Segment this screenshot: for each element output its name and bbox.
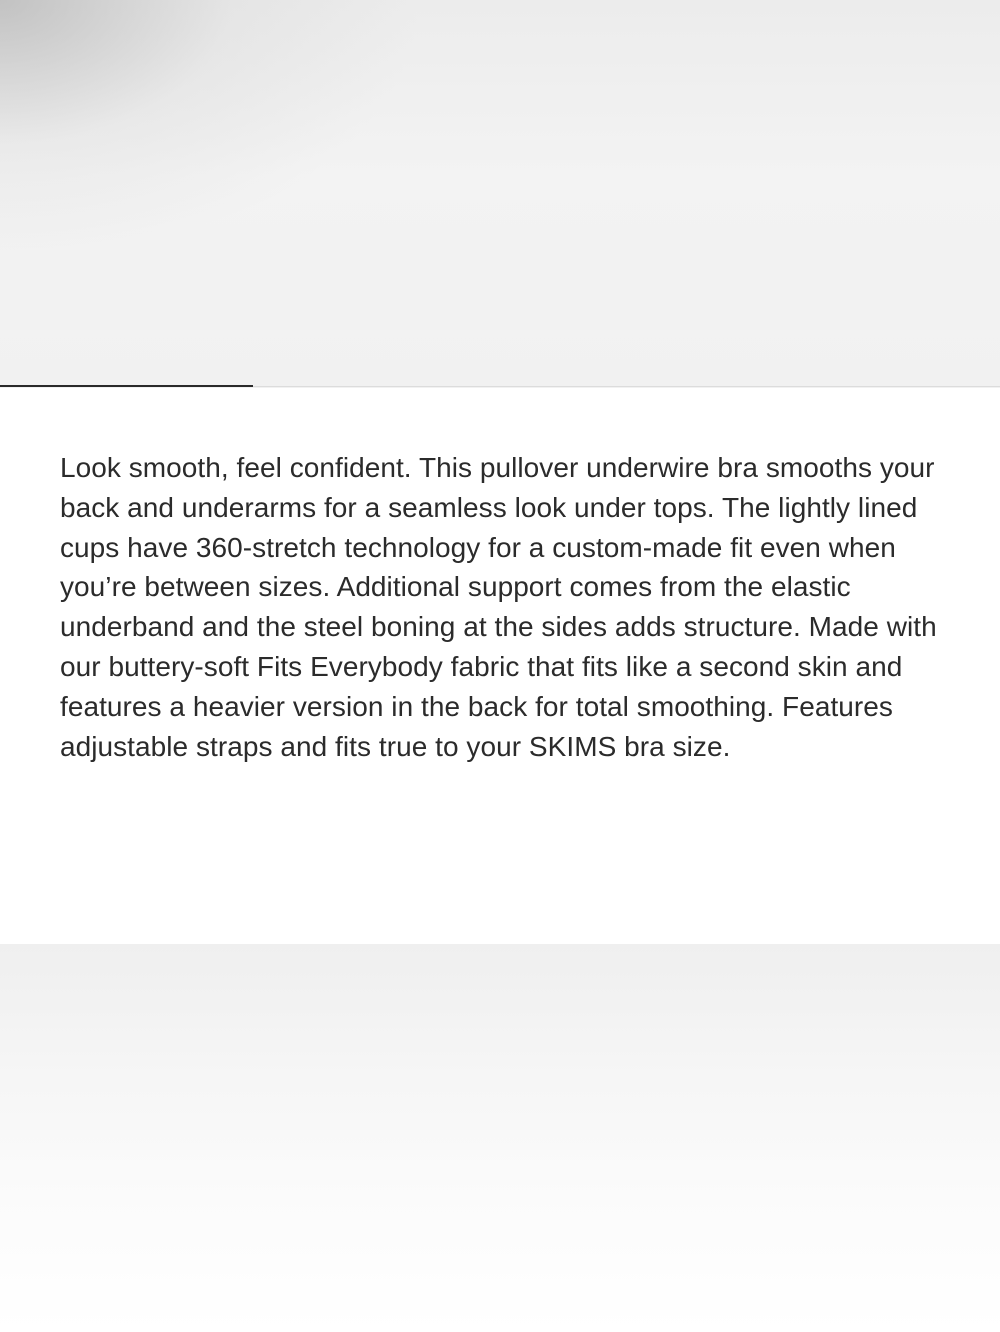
active-tab-indicator xyxy=(0,385,253,387)
bottom-fade-area xyxy=(0,944,1000,1332)
product-description: Look smooth, feel confident. This pullover underwire bra smooths your back and underarms for a seamless look under tops. The lightly lined cups have 360-stretch technology for a custom-made fit even when you’re between sizes. Additional support comes from the elastic underband and the steel boning at the sides adds structure. Made with our buttery-soft Fits Everybody fabric that fits like a second skin and features a heavier version in the back for total smoothing. Features adjustable straps and fits true to your SKIMS bra size. xyxy=(60,452,937,762)
description-panel xyxy=(0,388,1000,944)
product-image-area xyxy=(0,0,1000,388)
